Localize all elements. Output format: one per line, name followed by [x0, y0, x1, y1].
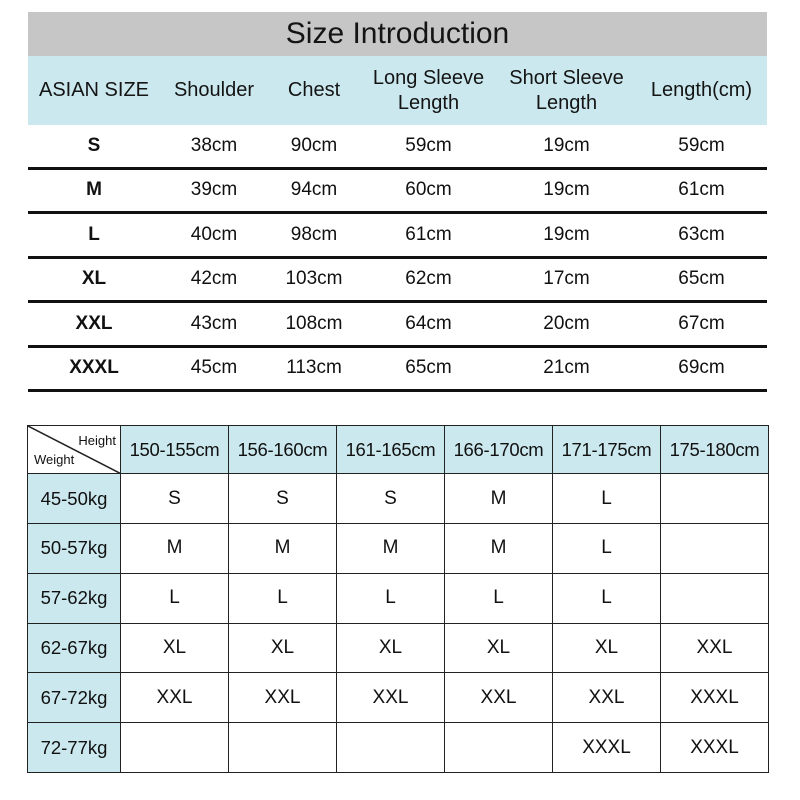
recommended-size-cell: L — [553, 524, 661, 574]
recommended-size-cell: L — [121, 573, 229, 623]
recommended-size-cell: M — [229, 524, 337, 574]
size-table-header — [28, 56, 767, 125]
weight-row — [28, 474, 769, 524]
measurement-cell: 61cm — [405, 223, 452, 245]
recommended-size-cell: XXL — [553, 673, 661, 723]
measurement-cell: 108cm — [285, 312, 343, 334]
height-range-header: 175-180cm — [661, 426, 769, 474]
weight-row — [28, 673, 769, 723]
weight-range-header: 45-50kg — [28, 474, 121, 524]
measurement-cell: 38cm — [190, 134, 238, 156]
measurement-cell: 42cm — [190, 268, 238, 290]
recommended-size-cell: XL — [337, 623, 445, 673]
size-label: XL — [81, 268, 107, 290]
weight-range-header: 67-72kg — [28, 673, 121, 723]
recommended-size-cell: XXL — [661, 623, 769, 673]
recommended-size-cell: L — [553, 474, 661, 524]
size-row — [28, 170, 767, 215]
header-length: Length(cm) — [650, 79, 753, 101]
header-short-sleeve-length: Short Sleeve Length — [509, 66, 624, 114]
size-label: M — [86, 179, 102, 201]
size-row — [28, 214, 767, 259]
recommended-size-cell — [121, 723, 229, 773]
recommended-size-cell: M — [445, 524, 553, 574]
recommended-size-cell — [229, 723, 337, 773]
size-label: L — [88, 223, 100, 245]
weight-range-header: 50-57kg — [28, 524, 121, 574]
recommended-size-cell: XXL — [229, 673, 337, 723]
weight-range-header: 57-62kg — [28, 573, 121, 623]
height-range-header: 161-165cm — [337, 426, 445, 474]
size-row — [28, 259, 767, 304]
recommended-size-cell: XXL — [445, 673, 553, 723]
size-label: XXXL — [69, 357, 119, 379]
measurement-cell: 69cm — [678, 357, 725, 379]
measurement-cell: 113cm — [286, 357, 342, 379]
measurement-cell: 67cm — [678, 312, 725, 334]
measurement-cell: 43cm — [190, 312, 238, 334]
weight-row — [28, 723, 769, 773]
measurement-cell: 61cm — [678, 179, 725, 201]
height-axis-label: Height — [78, 433, 116, 448]
measurement-cell: 65cm — [405, 357, 452, 379]
recommended-size-cell: M — [121, 524, 229, 574]
recommended-size-cell: M — [337, 524, 445, 574]
recommended-size-cell: XXXL — [661, 673, 769, 723]
size-label: S — [87, 134, 101, 156]
weight-row — [28, 623, 769, 673]
recommended-size-cell: M — [445, 474, 553, 524]
measurement-cell: 103cm — [285, 268, 343, 290]
recommended-size-cell: XXL — [337, 673, 445, 723]
header-chest: Chest — [287, 79, 341, 101]
measurement-cell: 19cm — [543, 134, 590, 156]
recommended-size-cell: S — [121, 474, 229, 524]
measurement-cell: 62cm — [405, 268, 452, 290]
recommended-size-cell: L — [445, 573, 553, 623]
measurement-cell: 20cm — [543, 312, 590, 334]
recommended-size-cell: XL — [445, 623, 553, 673]
measurement-cell: 63cm — [678, 223, 725, 245]
measurement-cell: 64cm — [405, 312, 452, 334]
recommended-size-cell: XXXL — [553, 723, 661, 773]
measurement-cell: 19cm — [543, 179, 590, 201]
measurement-cell: 59cm — [678, 134, 725, 156]
recommended-size-cell: L — [337, 573, 445, 623]
weight-range-header: 62-67kg — [28, 623, 121, 673]
measurement-cell: 39cm — [190, 179, 238, 201]
size-row — [28, 303, 767, 348]
height-range-header: 171-175cm — [553, 426, 661, 474]
page-title: Size Introduction — [28, 12, 767, 56]
size-table-body — [28, 125, 767, 392]
recommended-size-cell: XXL — [121, 673, 229, 723]
weight-row — [28, 524, 769, 574]
size-fit-chart — [27, 425, 769, 773]
measurement-cell: 94cm — [290, 179, 338, 201]
size-row — [28, 348, 767, 393]
recommended-size-cell — [661, 474, 769, 524]
size-label: XXL — [75, 312, 113, 334]
measurement-cell: 65cm — [678, 268, 725, 290]
recommended-size-cell: S — [229, 474, 337, 524]
measurement-cell: 59cm — [405, 134, 452, 156]
size-row — [28, 125, 767, 170]
corner-cell — [28, 426, 121, 474]
weight-row — [28, 573, 769, 623]
measurement-cell: 60cm — [405, 179, 452, 201]
recommended-size-cell: XXXL — [661, 723, 769, 773]
recommended-size-cell — [661, 524, 769, 574]
recommended-size-cell: S — [337, 474, 445, 524]
measurement-cell: 19cm — [543, 223, 590, 245]
measurement-cell: 98cm — [290, 223, 338, 245]
recommended-size-cell: XL — [229, 623, 337, 673]
measurement-cell: 90cm — [290, 134, 338, 156]
measurement-cell: 40cm — [190, 223, 238, 245]
measurement-cell: 45cm — [190, 357, 238, 379]
height-range-header: 156-160cm — [229, 426, 337, 474]
header-shoulder: Shoulder — [173, 79, 255, 101]
recommended-size-cell — [661, 573, 769, 623]
recommended-size-cell — [445, 723, 553, 773]
height-range-header: 150-155cm — [121, 426, 229, 474]
recommended-size-cell: XL — [553, 623, 661, 673]
recommended-size-cell: L — [229, 573, 337, 623]
recommended-size-cell: L — [553, 573, 661, 623]
height-range-header: 166-170cm — [445, 426, 553, 474]
weight-axis-label: Weight — [34, 452, 75, 468]
measurement-cell: 21cm — [543, 357, 590, 379]
header-asian-size: ASIAN SIZE — [38, 79, 150, 101]
header-long-sleeve-length: Long Sleeve Length — [372, 66, 485, 114]
recommended-size-cell: XL — [121, 623, 229, 673]
measurement-cell: 17cm — [543, 268, 590, 290]
recommended-size-cell — [337, 723, 445, 773]
weight-range-header: 72-77kg — [28, 723, 121, 773]
